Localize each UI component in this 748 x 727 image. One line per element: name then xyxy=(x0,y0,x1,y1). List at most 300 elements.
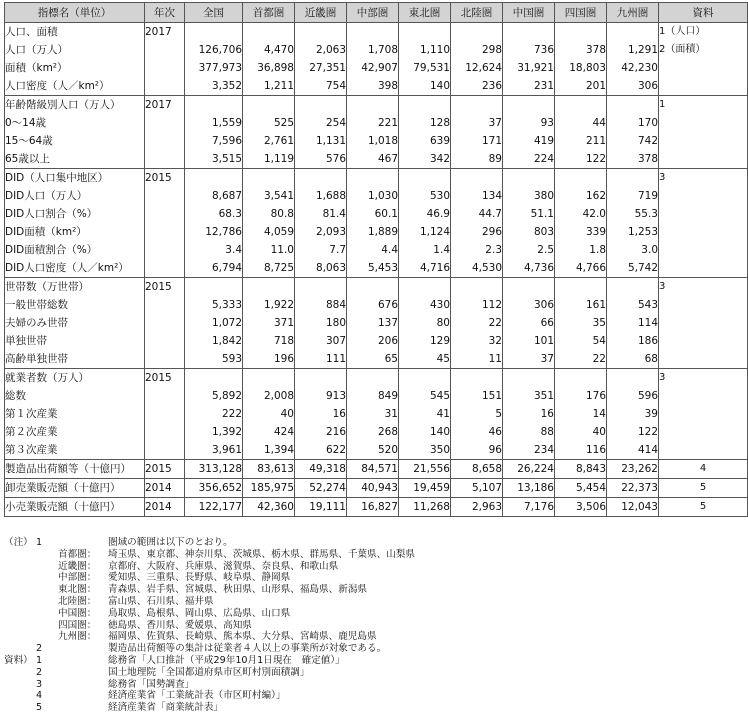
table-row xyxy=(5,314,748,332)
source-cell xyxy=(659,150,748,169)
value-cell: 803 xyxy=(503,223,555,241)
value-cell: 171 xyxy=(451,132,503,150)
value-cell: 44.7 xyxy=(451,205,503,223)
value-cell: 128 xyxy=(399,114,451,132)
value-cell xyxy=(243,369,295,388)
year-cell: 2017 xyxy=(145,96,185,115)
value-cell: 543 xyxy=(607,296,659,314)
indicator-name: 高齢単独世帯 xyxy=(5,350,145,369)
value-cell: 4.4 xyxy=(347,241,399,259)
note-text: 徳島県、香川県、愛媛県、高知県 xyxy=(108,619,252,631)
note-key xyxy=(4,561,36,573)
value-cell: 5,107 xyxy=(451,479,503,498)
note-number xyxy=(36,572,58,584)
note-region xyxy=(58,667,108,679)
table-row xyxy=(5,423,748,441)
value-cell: 1,392 xyxy=(185,423,243,441)
value-cell: 16 xyxy=(295,405,347,423)
value-cell: 80.8 xyxy=(243,205,295,223)
value-cell xyxy=(451,23,503,42)
value-cell: 44 xyxy=(555,114,607,132)
source-cell: 4 xyxy=(659,460,748,479)
indicator-name: 小売業販売額（十億円） xyxy=(5,498,145,517)
value-cell: 371 xyxy=(243,314,295,332)
year-cell xyxy=(145,259,185,278)
table-row xyxy=(5,223,748,241)
column-header: 中部圏 xyxy=(347,3,399,23)
value-cell: 1,559 xyxy=(185,114,243,132)
table-row xyxy=(5,441,748,460)
value-cell: 5,742 xyxy=(607,259,659,278)
value-cell: 79,531 xyxy=(399,59,451,77)
note-number: 2 xyxy=(36,666,43,678)
value-cell: 16,827 xyxy=(347,498,399,517)
source-cell xyxy=(659,114,748,132)
note-number: 4 xyxy=(36,690,43,702)
value-cell: 8,658 xyxy=(451,460,503,479)
note-text: 京都府、大阪府、兵庫県、滋賀県、奈良県、和歌山県 xyxy=(108,560,339,572)
value-cell xyxy=(451,96,503,115)
value-cell: 754 xyxy=(295,77,347,96)
value-cell: 350 xyxy=(399,441,451,460)
value-cell: 576 xyxy=(295,150,347,169)
column-header: 九州圏 xyxy=(607,3,659,23)
value-cell: 26,224 xyxy=(503,460,555,479)
value-cell: 5 xyxy=(451,405,503,423)
value-cell: 4,059 xyxy=(243,223,295,241)
note-region xyxy=(58,679,108,691)
value-cell: 31,921 xyxy=(503,59,555,77)
value-cell xyxy=(295,278,347,297)
value-cell: 65 xyxy=(347,350,399,369)
value-cell: 22,373 xyxy=(607,479,659,498)
note-region: 近畿圏： xyxy=(58,560,97,572)
value-cell: 40,943 xyxy=(347,479,399,498)
value-cell: 1,072 xyxy=(185,314,243,332)
value-cell: 140 xyxy=(399,77,451,96)
notes-section xyxy=(4,537,707,714)
value-cell xyxy=(295,169,347,188)
value-cell xyxy=(347,23,399,42)
value-cell: 306 xyxy=(607,77,659,96)
source-cell: 3 xyxy=(659,169,748,188)
value-cell: 2.5 xyxy=(503,241,555,259)
value-cell: 222 xyxy=(185,405,243,423)
value-cell: 54 xyxy=(555,332,607,350)
table-row xyxy=(5,187,748,205)
value-cell: 1,110 xyxy=(399,41,451,59)
note-region: 北陸圏： xyxy=(58,595,97,607)
value-cell: 378 xyxy=(555,41,607,59)
table-row xyxy=(5,150,748,169)
value-cell: 2,008 xyxy=(243,387,295,405)
note-text: 製造品出荷額等の集計は従業者４人以上の事業所が対象である。 xyxy=(108,643,387,655)
value-cell xyxy=(295,96,347,115)
year-cell xyxy=(145,241,185,259)
year-cell xyxy=(145,441,185,460)
table-row xyxy=(5,479,748,498)
year-cell xyxy=(145,187,185,205)
value-cell: 206 xyxy=(347,332,399,350)
note-text: 経済産業省「商業統計表」 xyxy=(108,702,224,714)
note-key xyxy=(4,702,36,714)
value-cell: 81.4 xyxy=(295,205,347,223)
note-text: 国土地理院「全国都道府県市区町村別面積調」 xyxy=(108,666,310,678)
value-cell: 1,124 xyxy=(399,223,451,241)
year-cell xyxy=(145,114,185,132)
column-header: 首都圏 xyxy=(243,3,295,23)
value-cell: 83,613 xyxy=(243,460,295,479)
note-text: 総務省「人口推計（平成29年10月1日現在 確定値）」 xyxy=(108,654,345,666)
value-cell: 11 xyxy=(451,350,503,369)
indicator-name: 人口（万人） xyxy=(5,41,145,59)
value-cell: 68 xyxy=(607,350,659,369)
value-cell: 378 xyxy=(607,150,659,169)
indicator-name: 世帯数（万世帯） xyxy=(5,278,145,297)
value-cell: 39 xyxy=(607,405,659,423)
column-header: 四国圏 xyxy=(555,3,607,23)
value-cell: 201 xyxy=(555,77,607,96)
note-text: 総務省「国勢調査」 xyxy=(108,678,195,690)
table-row xyxy=(5,387,748,405)
table-row xyxy=(5,96,748,115)
note-number xyxy=(36,631,58,643)
value-cell: 1,131 xyxy=(295,132,347,150)
year-cell: 2014 xyxy=(145,479,185,498)
value-cell: 398 xyxy=(347,77,399,96)
value-cell xyxy=(451,169,503,188)
column-header: 北陸圏 xyxy=(451,3,503,23)
value-cell: 11,268 xyxy=(399,498,451,517)
value-cell: 3,515 xyxy=(185,150,243,169)
indicator-name: 65歳以上 xyxy=(5,150,145,169)
note-region xyxy=(58,655,108,667)
value-cell xyxy=(503,369,555,388)
column-header: 東北圏 xyxy=(399,3,451,23)
year-cell xyxy=(145,132,185,150)
value-cell: 19,459 xyxy=(399,479,451,498)
value-cell: 114 xyxy=(607,314,659,332)
value-cell: 46 xyxy=(451,423,503,441)
note-region: 中国圏： xyxy=(58,607,97,619)
value-cell: 122,177 xyxy=(185,498,243,517)
value-cell: 4,766 xyxy=(555,259,607,278)
note-key: （注） xyxy=(4,537,33,548)
value-cell: 111 xyxy=(295,350,347,369)
value-cell xyxy=(243,169,295,188)
note-number: 1 xyxy=(36,537,43,548)
value-cell: 430 xyxy=(399,296,451,314)
value-cell: 596 xyxy=(607,387,659,405)
note-line xyxy=(4,549,707,561)
source-cell xyxy=(659,259,748,278)
source-cell xyxy=(659,350,748,369)
value-cell: 339 xyxy=(555,223,607,241)
value-cell: 37 xyxy=(503,350,555,369)
value-cell: 5,453 xyxy=(347,259,399,278)
value-cell: 4,470 xyxy=(243,41,295,59)
indicator-name: DID人口密度（人／km²） xyxy=(5,259,145,278)
table-row xyxy=(5,41,748,59)
value-cell: 7.7 xyxy=(295,241,347,259)
value-cell: 40 xyxy=(555,423,607,441)
indicator-name: 0～14歳 xyxy=(5,114,145,132)
source-cell xyxy=(659,187,748,205)
value-cell: 22 xyxy=(451,314,503,332)
indicator-name: 卸売業販売額（十億円） xyxy=(5,479,145,498)
value-cell: 5,333 xyxy=(185,296,243,314)
value-cell: 14 xyxy=(555,405,607,423)
year-cell xyxy=(145,41,185,59)
table-row xyxy=(5,132,748,150)
value-cell: 1,708 xyxy=(347,41,399,59)
year-cell xyxy=(145,405,185,423)
value-cell: 1,688 xyxy=(295,187,347,205)
indicator-name: 単独世帯 xyxy=(5,332,145,350)
table-row xyxy=(5,350,748,369)
value-cell xyxy=(295,369,347,388)
source-cell: 5 xyxy=(659,498,748,517)
value-cell xyxy=(555,23,607,42)
value-cell: 849 xyxy=(347,387,399,405)
value-cell: 151 xyxy=(451,387,503,405)
note-key xyxy=(4,584,36,596)
value-cell xyxy=(451,369,503,388)
column-header: 近畿圏 xyxy=(295,3,347,23)
table-row xyxy=(5,460,748,479)
value-cell xyxy=(347,169,399,188)
source-cell xyxy=(659,441,748,460)
note-line xyxy=(4,561,707,573)
note-number: 2 xyxy=(36,643,43,655)
value-cell: 8,063 xyxy=(295,259,347,278)
value-cell: 3,506 xyxy=(555,498,607,517)
note-region: 九州圏： xyxy=(58,631,97,643)
value-cell: 254 xyxy=(295,114,347,132)
value-cell: 8,725 xyxy=(243,259,295,278)
value-cell xyxy=(555,369,607,388)
table-body xyxy=(5,23,748,517)
year-cell xyxy=(145,150,185,169)
value-cell: 1,018 xyxy=(347,132,399,150)
value-cell: 112 xyxy=(451,296,503,314)
value-cell: 162 xyxy=(555,187,607,205)
note-line xyxy=(4,537,707,549)
table-row xyxy=(5,332,748,350)
value-cell: 306 xyxy=(503,296,555,314)
value-cell: 1,842 xyxy=(185,332,243,350)
value-cell: 545 xyxy=(399,387,451,405)
value-cell: 7,176 xyxy=(503,498,555,517)
note-key xyxy=(4,643,36,655)
value-cell: 13,186 xyxy=(503,479,555,498)
source-cell xyxy=(659,423,748,441)
value-cell: 351 xyxy=(503,387,555,405)
note-number xyxy=(36,549,58,561)
value-cell: 41 xyxy=(399,405,451,423)
year-cell xyxy=(145,59,185,77)
value-cell: 1,889 xyxy=(347,223,399,241)
table-row xyxy=(5,205,748,223)
value-cell: 42,360 xyxy=(243,498,295,517)
table-header-row xyxy=(5,3,748,23)
source-cell: 1 xyxy=(659,96,748,115)
source-cell xyxy=(659,332,748,350)
value-cell: 1.8 xyxy=(555,241,607,259)
value-cell: 122 xyxy=(607,423,659,441)
indicator-name: 人口、面積 xyxy=(5,23,145,42)
value-cell xyxy=(185,23,243,42)
indicator-name: 年齢階級別人口（万人） xyxy=(5,96,145,115)
table-row xyxy=(5,241,748,259)
year-cell xyxy=(145,223,185,241)
value-cell: 742 xyxy=(607,132,659,150)
value-cell: 467 xyxy=(347,150,399,169)
regional-statistics-table xyxy=(4,2,748,517)
year-cell xyxy=(145,350,185,369)
value-cell: 84,571 xyxy=(347,460,399,479)
value-cell: 1,253 xyxy=(607,223,659,241)
note-line xyxy=(4,702,707,714)
year-cell: 2014 xyxy=(145,498,185,517)
column-header: 年次 xyxy=(145,3,185,23)
value-cell: 231 xyxy=(503,77,555,96)
value-cell xyxy=(503,278,555,297)
value-cell: 186 xyxy=(607,332,659,350)
value-cell: 268 xyxy=(347,423,399,441)
value-cell: 137 xyxy=(347,314,399,332)
note-region: 中部圏： xyxy=(58,572,97,584)
value-cell: 185,975 xyxy=(243,479,295,498)
note-text: 福岡県、佐賀県、長崎県、熊本県、大分県、宮崎県、鹿児島県 xyxy=(108,631,377,643)
value-cell: 122 xyxy=(555,150,607,169)
value-cell: 216 xyxy=(295,423,347,441)
table-row xyxy=(5,369,748,388)
source-cell: 3 xyxy=(659,278,748,297)
note-region xyxy=(58,643,108,655)
value-cell: 176 xyxy=(555,387,607,405)
value-cell: 1,394 xyxy=(243,441,295,460)
source-cell xyxy=(659,132,748,150)
year-cell xyxy=(145,423,185,441)
indicator-name: 夫婦のみ世帯 xyxy=(5,314,145,332)
indicator-name: DID人口割合（%） xyxy=(5,205,145,223)
indicator-name: 第３次産業 xyxy=(5,441,145,460)
note-line xyxy=(4,596,707,608)
year-cell: 2015 xyxy=(145,369,185,388)
note-line xyxy=(4,679,707,691)
indicator-name: 15～64歳 xyxy=(5,132,145,150)
value-cell xyxy=(295,23,347,42)
table-row xyxy=(5,259,748,278)
value-cell: 31 xyxy=(347,405,399,423)
value-cell: 140 xyxy=(399,423,451,441)
year-cell xyxy=(145,205,185,223)
note-text: 圏域の範囲は以下のとおり。 xyxy=(108,537,233,548)
note-text: 青森県、岩手県、宮城県、秋田県、山形県、福島県、新潟県 xyxy=(108,584,368,596)
value-cell: 236 xyxy=(451,77,503,96)
value-cell: 101 xyxy=(503,332,555,350)
value-cell: 170 xyxy=(607,114,659,132)
indicator-name: 一般世帯総数 xyxy=(5,296,145,314)
source-cell xyxy=(659,223,748,241)
value-cell: 520 xyxy=(347,441,399,460)
value-cell xyxy=(503,169,555,188)
indicator-name: DID人口（万人） xyxy=(5,187,145,205)
value-cell: 8,687 xyxy=(185,187,243,205)
note-key xyxy=(4,620,36,632)
value-cell: 8,843 xyxy=(555,460,607,479)
value-cell: 7,596 xyxy=(185,132,243,150)
note-number xyxy=(36,596,58,608)
table-row xyxy=(5,169,748,188)
value-cell xyxy=(399,96,451,115)
value-cell xyxy=(399,23,451,42)
value-cell: 1,922 xyxy=(243,296,295,314)
value-cell: 2,093 xyxy=(295,223,347,241)
note-text: 鳥取県、島根県、岡山県、広島県、山口県 xyxy=(108,607,291,619)
value-cell: 4,736 xyxy=(503,259,555,278)
indicator-name: 総数 xyxy=(5,387,145,405)
indicator-name: 人口密度（人／km²） xyxy=(5,77,145,96)
source-cell: 5 xyxy=(659,479,748,498)
note-key xyxy=(4,631,36,643)
indicator-name: 面積（km²） xyxy=(5,59,145,77)
value-cell: 12,786 xyxy=(185,223,243,241)
value-cell: 42,907 xyxy=(347,59,399,77)
value-cell: 96 xyxy=(451,441,503,460)
indicator-name: 第１次産業 xyxy=(5,405,145,423)
value-cell xyxy=(243,96,295,115)
year-cell xyxy=(145,296,185,314)
value-cell: 27,351 xyxy=(295,59,347,77)
value-cell: 530 xyxy=(399,187,451,205)
note-number: 1 xyxy=(36,654,43,666)
value-cell xyxy=(451,278,503,297)
table-row xyxy=(5,278,748,297)
note-line xyxy=(4,667,707,679)
value-cell: 419 xyxy=(503,132,555,150)
indicator-name: 第２次産業 xyxy=(5,423,145,441)
indicator-name: DID（人口集中地区） xyxy=(5,169,145,188)
value-cell: 46.9 xyxy=(399,205,451,223)
value-cell: 40 xyxy=(243,405,295,423)
value-cell: 296 xyxy=(451,223,503,241)
value-cell: 718 xyxy=(243,332,295,350)
note-key xyxy=(4,690,36,702)
value-cell: 126,706 xyxy=(185,41,243,59)
value-cell: 196 xyxy=(243,350,295,369)
value-cell: 52,274 xyxy=(295,479,347,498)
value-cell: 913 xyxy=(295,387,347,405)
value-cell: 224 xyxy=(503,150,555,169)
value-cell xyxy=(607,23,659,42)
table-row xyxy=(5,77,748,96)
note-region: 首都圏： xyxy=(58,548,97,560)
value-cell: 55.3 xyxy=(607,205,659,223)
value-cell: 134 xyxy=(451,187,503,205)
source-cell xyxy=(659,77,748,96)
value-cell: 211 xyxy=(555,132,607,150)
value-cell: 1,291 xyxy=(607,41,659,59)
value-cell: 51.1 xyxy=(503,205,555,223)
value-cell: 32 xyxy=(451,332,503,350)
value-cell: 4,716 xyxy=(399,259,451,278)
value-cell: 88 xyxy=(503,423,555,441)
note-key xyxy=(4,667,36,679)
value-cell: 21,556 xyxy=(399,460,451,479)
note-key xyxy=(4,549,36,561)
